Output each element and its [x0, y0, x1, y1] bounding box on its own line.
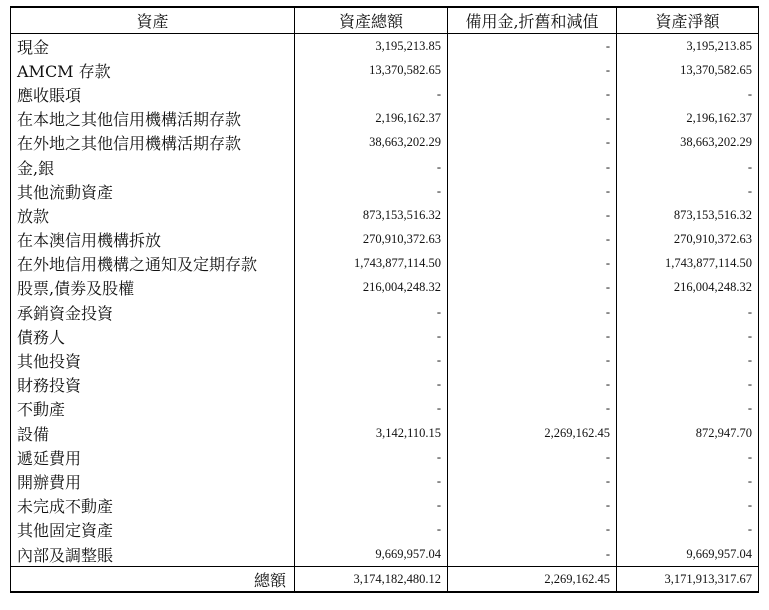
row-gross: 2,196,162.37	[295, 107, 448, 131]
table-row	[11, 300, 759, 324]
row-net: 3,195,213.85	[617, 34, 759, 59]
table-row	[11, 276, 759, 300]
row-label: 在外地之其他信用機構活期存款	[11, 131, 295, 155]
assets-table	[10, 6, 759, 593]
table-row	[11, 58, 759, 82]
row-gross: 3,195,213.85	[295, 34, 448, 59]
table-row	[11, 34, 759, 59]
row-gross: 3,142,110.15	[295, 421, 448, 445]
table-row	[11, 494, 759, 518]
row-net: -	[617, 373, 759, 397]
row-provision: -	[448, 276, 617, 300]
row-net: 38,663,202.29	[617, 131, 759, 155]
row-provision: -	[448, 131, 617, 155]
header-item: 資產	[11, 7, 295, 34]
row-gross: -	[295, 445, 448, 469]
row-provision: -	[448, 373, 617, 397]
row-net: -	[617, 348, 759, 372]
row-gross: 9,669,957.04	[295, 542, 448, 567]
row-gross: -	[295, 373, 448, 397]
row-provision: -	[448, 228, 617, 252]
row-label: 其他流動資產	[11, 179, 295, 203]
row-provision: -	[448, 107, 617, 131]
row-label: 金,銀	[11, 155, 295, 179]
row-net: -	[617, 300, 759, 324]
row-label: 放款	[11, 203, 295, 227]
row-provision: -	[448, 518, 617, 542]
total-net: 3,171,913,317.67	[617, 567, 759, 593]
row-label: 不動產	[11, 397, 295, 421]
row-label: 在本地之其他信用機構活期存款	[11, 107, 295, 131]
row-label: 現金	[11, 34, 295, 59]
row-gross: 1,743,877,114.50	[295, 252, 448, 276]
total-label: 總額	[11, 567, 295, 593]
row-provision: -	[448, 34, 617, 59]
row-gross: 13,370,582.65	[295, 58, 448, 82]
table-row	[11, 421, 759, 445]
total-gross: 3,174,182,480.12	[295, 567, 448, 593]
row-label: 其他固定資產	[11, 518, 295, 542]
row-gross: 873,153,516.32	[295, 203, 448, 227]
row-gross: -	[295, 324, 448, 348]
row-label: 遞延費用	[11, 445, 295, 469]
row-label: 在本澳信用機構拆放	[11, 228, 295, 252]
table-row	[11, 348, 759, 372]
header-net: 資產淨額	[617, 7, 759, 34]
row-provision: -	[448, 300, 617, 324]
row-label: 債務人	[11, 324, 295, 348]
table-row	[11, 252, 759, 276]
row-net: -	[617, 82, 759, 106]
table-row	[11, 155, 759, 179]
row-provision: -	[448, 348, 617, 372]
row-label: 股票,債劵及股權	[11, 276, 295, 300]
balance-sheet-assets	[10, 6, 758, 593]
row-label: AMCM 存款	[11, 58, 295, 82]
total-provision: 2,269,162.45	[448, 567, 617, 593]
row-net: 1,743,877,114.50	[617, 252, 759, 276]
table-row	[11, 228, 759, 252]
table-row	[11, 445, 759, 469]
table-row	[11, 203, 759, 227]
row-gross: -	[295, 518, 448, 542]
row-gross: -	[295, 469, 448, 493]
row-net: -	[617, 324, 759, 348]
row-net: -	[617, 397, 759, 421]
table-row	[11, 542, 759, 567]
row-provision: -	[448, 58, 617, 82]
row-gross: -	[295, 348, 448, 372]
row-provision: -	[448, 445, 617, 469]
row-provision: -	[448, 469, 617, 493]
row-gross: -	[295, 397, 448, 421]
row-net: 2,196,162.37	[617, 107, 759, 131]
table-row	[11, 82, 759, 106]
table-row	[11, 397, 759, 421]
row-gross: -	[295, 494, 448, 518]
row-net: -	[617, 445, 759, 469]
table-row	[11, 179, 759, 203]
row-net: -	[617, 179, 759, 203]
row-label: 其他投資	[11, 348, 295, 372]
header-provision: 備用金,折舊和減值	[448, 7, 617, 34]
row-net: 872,947.70	[617, 421, 759, 445]
row-gross: 270,910,372.63	[295, 228, 448, 252]
row-net: 270,910,372.63	[617, 228, 759, 252]
row-label: 設備	[11, 421, 295, 445]
row-provision: 2,269,162.45	[448, 421, 617, 445]
row-label: 在外地信用機構之通知及定期存款	[11, 252, 295, 276]
header-gross: 資產總額	[295, 7, 448, 34]
row-gross: 38,663,202.29	[295, 131, 448, 155]
row-provision: -	[448, 397, 617, 421]
row-gross: -	[295, 300, 448, 324]
row-net: 13,370,582.65	[617, 58, 759, 82]
row-provision: -	[448, 252, 617, 276]
row-gross: -	[295, 82, 448, 106]
row-provision: -	[448, 155, 617, 179]
row-label: 未完成不動產	[11, 494, 295, 518]
row-label: 財務投資	[11, 373, 295, 397]
table-row	[11, 324, 759, 348]
row-provision: -	[448, 82, 617, 106]
table-row	[11, 469, 759, 493]
row-gross: 216,004,248.32	[295, 276, 448, 300]
row-label: 內部及調整賬	[11, 542, 295, 567]
row-gross: -	[295, 155, 448, 179]
row-label: 應收賬項	[11, 82, 295, 106]
table-header-row	[11, 7, 759, 34]
row-net: -	[617, 469, 759, 493]
row-provision: -	[448, 542, 617, 567]
row-provision: -	[448, 494, 617, 518]
table-row	[11, 107, 759, 131]
row-provision: -	[448, 203, 617, 227]
row-net: 9,669,957.04	[617, 542, 759, 567]
row-label: 開辦費用	[11, 469, 295, 493]
total-row	[11, 567, 759, 593]
row-provision: -	[448, 324, 617, 348]
row-gross: -	[295, 179, 448, 203]
row-net: -	[617, 494, 759, 518]
table-row	[11, 518, 759, 542]
table-row	[11, 131, 759, 155]
row-net: 216,004,248.32	[617, 276, 759, 300]
row-net: -	[617, 155, 759, 179]
table-row	[11, 373, 759, 397]
row-net: 873,153,516.32	[617, 203, 759, 227]
row-provision: -	[448, 179, 617, 203]
row-net: -	[617, 518, 759, 542]
row-label: 承銷資金投資	[11, 300, 295, 324]
